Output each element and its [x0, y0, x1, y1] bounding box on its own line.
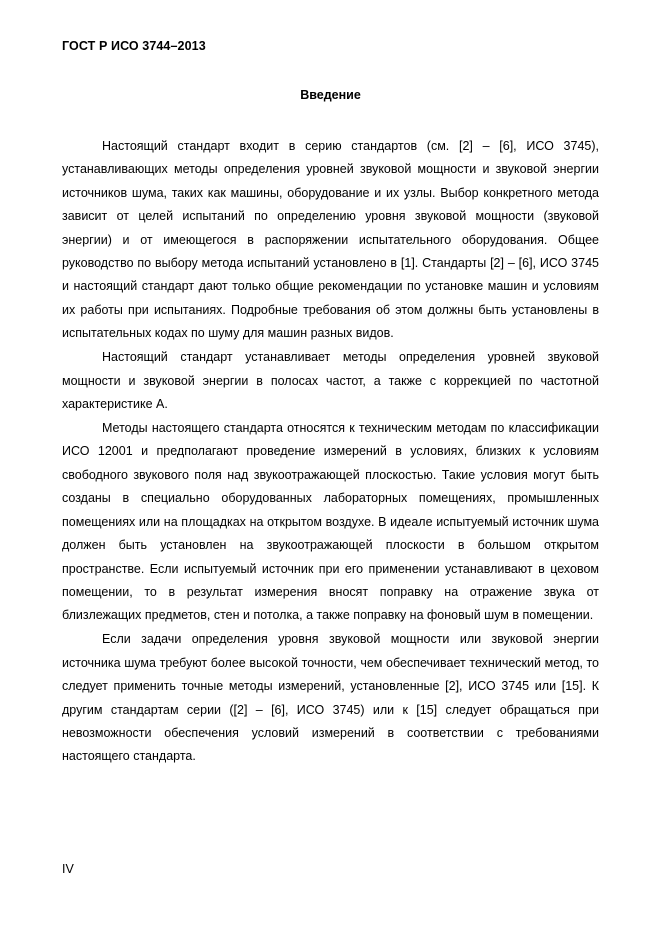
page-number: IV: [62, 862, 74, 876]
paragraph: Методы настоящего стандарта относятся к техническим методам по классификации ИСО 12001 и предполагают проведение измерений в условиях, близких к условиям свободного звукового поля над звукоотражающей плоскостью. Такие условия могут быть созданы в специально оборудованных лабораторных помещениях, промышленных помещениях или на площадках на открытом воздухе. В идеале испытуемый источник шума должен быть установлен на звукоотражающей плоскости в большом открытом пространстве. Если испытуемый источник при его применении устанавливают в цеховом помещении, то в результат измерения вносят поправку на отражение звука от близлежащих предметов, стен и потолка, а также поправку на фоновый шум в помещении.: [62, 421, 599, 623]
paragraph: Настоящий стандарт входит в серию стандартов (см. [2] – [6], ИСО 3745), устанавливающих методы определения уровней звуковой мощности и звуковой энергии источников шума, таких как машины, оборудование и их узлы. Выбор конкретного метода зависит от целей испытаний по определению уровня звуковой мощности (звуковой энергии) и от имеющегося в распоряжении испытательного оборудования. Общее руководство по выбору метода испытаний установлено в [1]. Стандарты [2] – [6], ИСО 3745 и настоящий стандарт дают только общие рекомендации по установке машин и условиям их работы при испытаниях. Подробные требования об этом должны быть установлены в испытательных кодах по шуму для машин разных видов.: [62, 139, 599, 341]
section-title: Введение: [300, 88, 361, 102]
body-text: [62, 135, 599, 769]
document-header: ГОСТ Р ИСО 3744–2013: [62, 39, 206, 53]
paragraph: Настоящий стандарт устанавливает методы определения уровней звуковой мощности и звуковой энергии в полосах частот, а также с коррекцией по частотной характеристике А.: [62, 350, 599, 412]
paragraph: Если задачи определения уровня звуковой мощности или звуковой энергии источника шума требуют более высокой точности, чем обеспечивает технический метод, то следует применить точные методы измерений, установленные [2], ИСО 3745 или [15]. К другим стандартам серии ([2] – [6], ИСО 3745) или к [15] следует обращаться при невозможности обеспечения условий измерений в соответствии с требованиями настоящего стандарта.: [62, 632, 599, 764]
